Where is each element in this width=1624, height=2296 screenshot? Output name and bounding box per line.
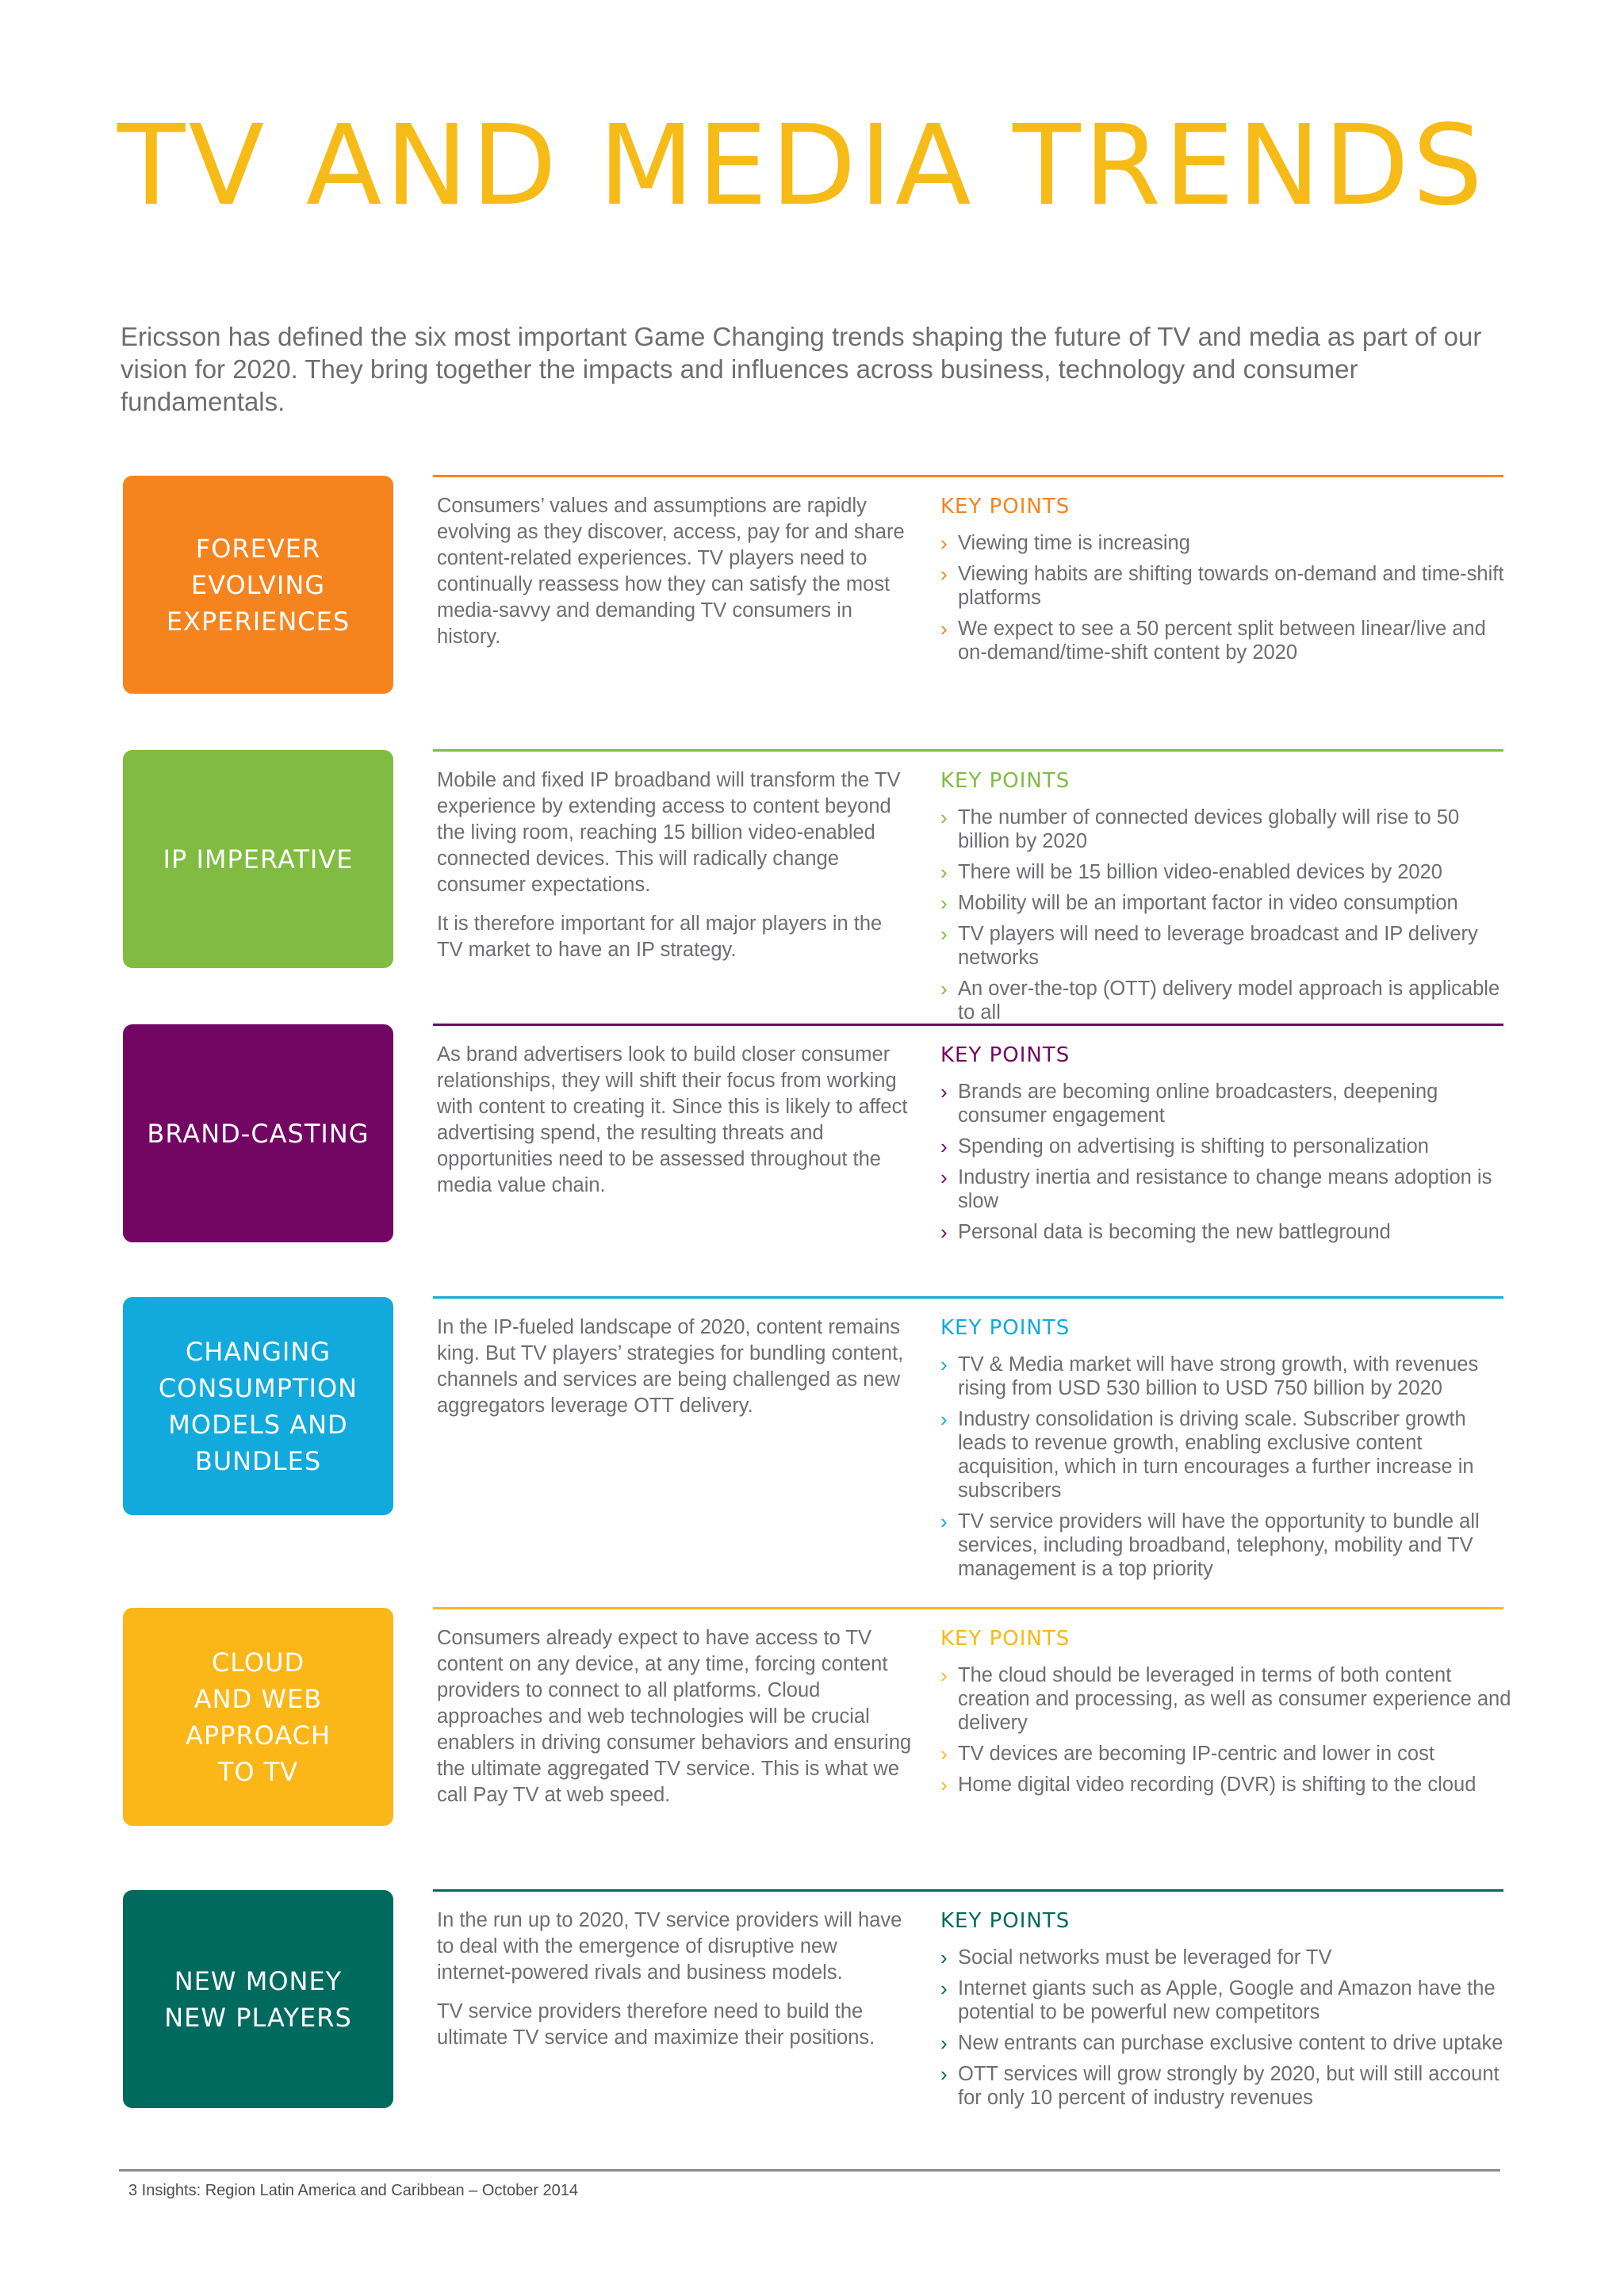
key-point-text: Industry consolidation is driving scale. Subscriber growth leads to revenue growth, enabling exclusive content acquisition, which in turn encourages a further increase in subscribers [958,1408,1474,1502]
chevron-right-icon: › [940,891,948,915]
chevron-right-icon: › [940,1742,948,1766]
description-paragraph: In the run up to 2020, TV service providers will have to deal with the emergence of disruptive new internet-powered rivals and business models. [437,1909,902,1984]
key-points [940,1625,1511,1804]
chevron-right-icon: › [940,977,948,1001]
trend-name: CHANGING CONSUMPTION MODELS AND BUNDLES [158,1336,358,1476]
description-paragraph: Mobile and fixed IP broadband will transform the TV experience by extending access to content beyond the living room, reaching 15 billion video-enabled connected devices. This will radically change consumer expectations. [437,769,901,896]
chevron-right-icon: › [940,2031,948,2055]
key-point-text: Brands are becoming online broadcasters, deepening consumer engagement [958,1081,1438,1127]
key-point-text: We expect to see a 50 percent split between linear/live and on-demand/time-shift content by 2020 [958,618,1486,664]
description-paragraph: Consumers already expect to have access to TV content on any device, at any time, forcing content providers to connect to all platforms. Cloud approaches and web technologies will be crucial enablers in driving consumer behaviors and ensuring the ultimate aggregated TV service. This is what we call Pay TV at web speed. [437,1627,912,1806]
trend-name: FOREVER EVOLVING EXPERIENCES [166,533,350,637]
chevron-right-icon: › [940,1773,948,1797]
key-point-text: TV service providers will have the opportunity to bundle all services, including broadband, telephony, mobility and TV management is a top priority [958,1510,1480,1580]
trend-name: IP IMPERATIVE [163,844,354,874]
trend-description [437,767,913,976]
key-point-item [940,1663,1511,1735]
trend-name: NEW MONEY NEW PLAYERS [164,1965,352,2033]
key-points [940,767,1511,1031]
trend-divider [433,475,1503,477]
key-point-item [940,1742,1511,1766]
trend-divider [433,1296,1503,1299]
chevron-right-icon: › [940,531,948,555]
key-point-item [940,1510,1511,1581]
chevron-right-icon: › [940,562,948,586]
key-point-text: Industry inertia and resistance to change means adoption is slow [958,1166,1492,1212]
key-point-item [940,1080,1511,1127]
key-point-text: OTT services will grow strongly by 2020, but will still account for only 10 percent of industry revenues [958,2063,1500,2109]
description-paragraph: TV service providers therefore need to build the ultimate TV service and maximize their positions. [437,2000,875,2049]
key-point-text: Home digital video recording (DVR) is shifting to the cloud [958,1774,1477,1796]
key-points-heading: KEY POINTS [940,1909,1071,1933]
key-points-list [940,1080,1511,1244]
description-paragraph: In the IP-fueled landscape of 2020, content remains king. But TV players’ strategies for bundling content, channels and services are being challenged as new aggregators leverage OTT delivery. [437,1316,904,1417]
key-points-heading: KEY POINTS [940,1316,1071,1340]
key-point-item [940,1165,1511,1213]
chevron-right-icon: › [940,1510,948,1533]
footer-text: 3 Insights: Region Latin America and Caribbean – October 2014 [128,2182,579,2199]
trend-divider [433,1024,1503,1026]
trend-tile [123,750,393,968]
key-points [940,1908,1511,2117]
trend-tile [123,1608,393,1826]
key-point-text: Personal data is becoming the new battleground [958,1221,1391,1243]
key-points-heading: KEY POINTS [940,495,1071,519]
trend-divider [433,1889,1503,1892]
key-point-text: Social networks must be leveraged for TV [958,1946,1332,1969]
key-points-list [940,1663,1511,1797]
key-points-heading: KEY POINTS [940,1043,1071,1067]
key-point-item [940,977,1511,1024]
trend-divider [433,749,1503,752]
footer-divider [119,2169,1500,2172]
chevron-right-icon: › [940,1080,948,1104]
trend-description [437,1908,913,2064]
trend-description [437,1625,913,1821]
key-point-text: The cloud should be leveraged in terms of both content creation and processing, as well as consumer experience and delivery [958,1664,1511,1734]
key-point-item [940,2062,1511,2110]
chevron-right-icon: › [940,617,948,641]
key-point-item [940,562,1511,610]
key-point-item [940,1220,1511,1244]
trend-name: BRAND-CASTING [147,1118,370,1149]
trend-description [437,1314,913,1432]
description-paragraph: As brand advertisers look to build closer consumer relationships, they will shift their focus from working with content to creating it. Since this is likely to affect advertising spend, the resulting threats and opportunities need to be assessed throughout the media value chain. [437,1043,908,1196]
key-points-list [940,1946,1511,2110]
trend-tile [123,476,393,694]
key-point-item [940,617,1511,664]
key-point-item [940,1976,1511,2024]
key-point-text: There will be 15 billion video-enabled devices by 2020 [958,861,1442,883]
key-point-text: TV & Media market will have strong growth, with revenues rising from USD 530 billion to USD 750 billion by 2020 [958,1353,1479,1399]
key-point-text: Viewing habits are shifting towards on-demand and time-shift platforms [958,563,1504,609]
key-points-list [940,806,1511,1024]
key-point-text: TV players will need to leverage broadcast and IP delivery networks [958,923,1478,969]
key-point-item [940,922,1511,970]
page-title: TV AND MEDIA TRENDS [117,101,1486,231]
key-points [940,493,1511,672]
trend-tile [123,1890,393,2108]
chevron-right-icon: › [940,1976,948,2000]
description-paragraph: Consumers’ values and assumptions are rapidly evolving as they discover, access, pay for and share content-related experiences. TV players need to continually reassess how they can satisfy the most media-savvy and demanding TV consumers in history. [437,495,905,648]
key-point-text: The number of connected devices globally will rise to 50 billion by 2020 [958,806,1460,852]
key-points [940,1042,1511,1251]
chevron-right-icon: › [940,2062,948,2086]
key-point-item [940,1946,1511,1969]
key-points-heading: KEY POINTS [940,1627,1071,1651]
key-point-item [940,1135,1511,1158]
chevron-right-icon: › [940,1946,948,1969]
key-points-heading: KEY POINTS [940,769,1071,793]
chevron-right-icon: › [940,1135,948,1158]
trend-description [437,1042,913,1211]
key-point-item [940,806,1511,853]
key-point-item [940,860,1511,884]
chevron-right-icon: › [940,806,948,829]
chevron-right-icon: › [940,1407,948,1431]
key-point-item [940,2031,1511,2055]
key-point-text: An over-the-top (OTT) delivery model approach is applicable to all [958,978,1500,1024]
key-point-item [940,891,1511,915]
key-points-list [940,1353,1511,1581]
key-point-item [940,1773,1511,1797]
chevron-right-icon: › [940,922,948,946]
key-point-text: Mobility will be an important factor in video consumption [958,892,1458,914]
chevron-right-icon: › [940,1165,948,1189]
key-point-item [940,1407,1511,1502]
trend-divider [433,1607,1503,1609]
chevron-right-icon: › [940,1220,948,1244]
trend-tile [123,1024,393,1242]
key-point-text: Internet giants such as Apple, Google and Amazon have the potential to be powerful new competitors [958,1977,1496,2023]
key-point-item [940,1353,1511,1400]
chevron-right-icon: › [940,1353,948,1376]
trend-name: CLOUD AND WEB APPROACH TO TV [185,1647,331,1787]
key-point-item [940,531,1511,555]
chevron-right-icon: › [940,860,948,884]
trend-tile [123,1297,393,1515]
intro-paragraph: Ericsson has defined the six most important Game Changing trends shaping the future of TV and media as part of our vision for 2020. They bring together the impacts and influences across business, technology and consumer fundamentals. [121,322,1482,416]
trend-description [437,493,913,663]
key-point-text: Spending on advertising is shifting to personalization [958,1135,1429,1158]
key-points [940,1314,1511,1588]
key-point-text: Viewing time is increasing [958,532,1190,554]
key-points-list [940,531,1511,664]
key-point-text: TV devices are becoming IP-centric and lower in cost [958,1743,1434,1765]
description-paragraph: It is therefore important for all major players in the TV market to have an IP strategy. [437,913,883,961]
chevron-right-icon: › [940,1663,948,1687]
key-point-text: New entrants can purchase exclusive content to drive uptake [958,2032,1503,2054]
